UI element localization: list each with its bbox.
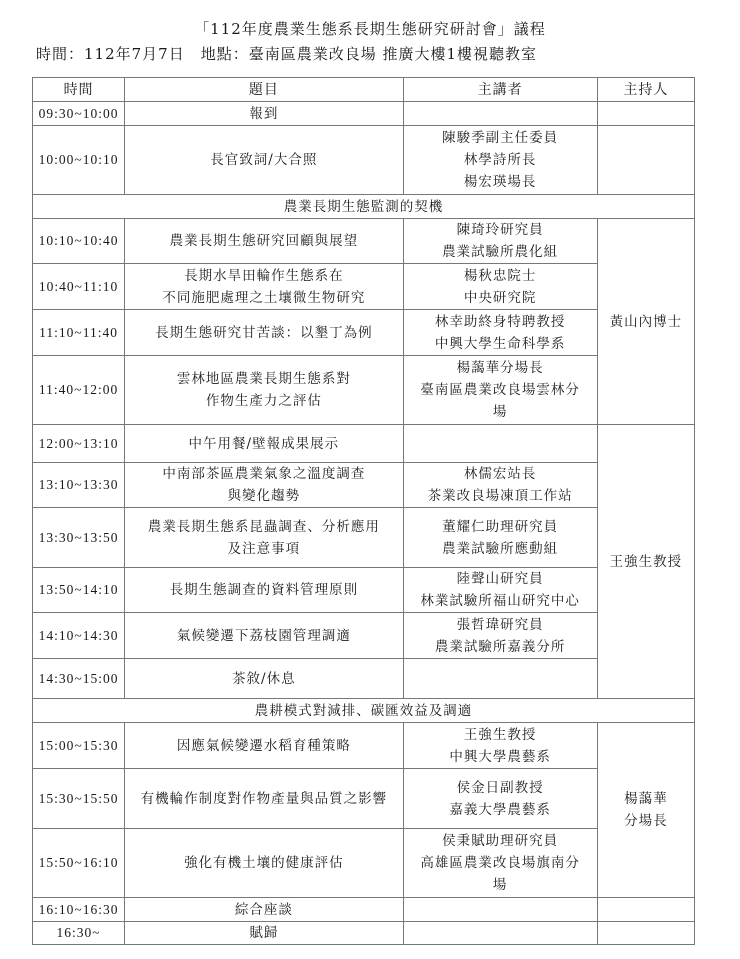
topic-cell: 雲林地區農業長期生態系對 作物生產力之評估 — [125, 356, 403, 425]
table-row — [33, 310, 695, 356]
topic-cell: 長期生態研究甘苦談：以墾丁為例 — [125, 310, 403, 356]
speaker-cell: 陳琦玲研究員 農業試驗所農化組 — [403, 219, 597, 264]
topic-cell: 農業長期生態研究回顧與展望 — [125, 219, 403, 264]
speaker-cell: 董耀仁助理研究員 農業試驗所應動組 — [403, 508, 597, 568]
speaker-cell: 楊藹華分場長 臺南區農業改良場雲林分 場 — [403, 356, 597, 425]
time-cell: 13:10~13:30 — [33, 463, 125, 508]
host-cell — [597, 102, 694, 126]
table-row — [33, 829, 695, 898]
header-speaker: 主講者 — [403, 78, 597, 102]
table-row — [33, 356, 695, 425]
speaker-cell — [403, 922, 597, 945]
table-row — [33, 769, 695, 829]
table-row — [33, 508, 695, 568]
speaker-cell: 張哲瑋研究員 農業試驗所嘉義分所 — [403, 613, 597, 659]
topic-cell: 中南部茶區農業氣象之溫度調查 與變化趨勢 — [125, 463, 403, 508]
section-row — [33, 699, 695, 723]
time-cell: 14:10~14:30 — [33, 613, 125, 659]
time-cell: 16:10~16:30 — [33, 898, 125, 922]
time-cell: 11:10~11:40 — [33, 310, 125, 356]
topic-cell: 長期生態調查的資料管理原則 — [125, 568, 403, 613]
speaker-cell: 林儒宏站長 茶業改良場凍頂工作站 — [403, 463, 597, 508]
table-row — [33, 219, 695, 264]
table-row — [33, 568, 695, 613]
time-cell: 11:40~12:00 — [33, 356, 125, 425]
host-cell — [597, 922, 694, 945]
host-cell — [597, 898, 694, 922]
speaker-cell — [403, 425, 597, 463]
document-subtitle: 時間：112年7月7日 地點：臺南區農業改良場 推廣大樓1樓視聽教室 — [36, 45, 538, 63]
header-time: 時間 — [33, 78, 125, 102]
speaker-cell: 陳駿季副主任委員 林學詩所長 楊宏瑛場長 — [403, 126, 597, 195]
topic-cell: 中午用餐/壁報成果展示 — [125, 425, 403, 463]
time-cell: 15:50~16:10 — [33, 829, 125, 898]
time-cell: 12:00~13:10 — [33, 425, 125, 463]
speaker-cell: 王強生教授 中興大學農藝系 — [403, 723, 597, 769]
topic-cell: 農業長期生態系昆蟲調查、分析應用 及注意事項 — [125, 508, 403, 568]
time-cell: 14:30~15:00 — [33, 659, 125, 699]
topic-cell: 報到 — [125, 102, 403, 126]
speaker-cell: 陸聲山研究員 林業試驗所福山研究中心 — [403, 568, 597, 613]
section-heading: 農業長期生態監測的契機 — [33, 195, 695, 219]
time-cell: 10:40~11:10 — [33, 264, 125, 310]
time-cell: 15:00~15:30 — [33, 723, 125, 769]
header-host: 主持人 — [597, 78, 694, 102]
agenda-table — [32, 77, 695, 945]
table-row — [33, 102, 695, 126]
table-row — [33, 898, 695, 922]
topic-cell: 強化有機土壤的健康評估 — [125, 829, 403, 898]
topic-cell: 氣候變遷下荔枝園管理調適 — [125, 613, 403, 659]
document-title: 「112年度農業生態系長期生態研究研討會」議程 — [194, 20, 546, 38]
table-row — [33, 425, 695, 463]
table-row — [33, 126, 695, 195]
host-cell: 黃山內博士 — [597, 219, 694, 425]
speaker-cell — [403, 102, 597, 126]
time-cell: 15:30~15:50 — [33, 769, 125, 829]
table-row — [33, 264, 695, 310]
topic-cell: 綜合座談 — [125, 898, 403, 922]
topic-cell: 長期水旱田輪作生態系在 不同施肥處理之土壤微生物研究 — [125, 264, 403, 310]
topic-cell: 因應氣候變遷水稻育種策略 — [125, 723, 403, 769]
host-cell: 楊藹華 分場長 — [597, 723, 694, 898]
time-cell: 10:10~10:40 — [33, 219, 125, 264]
time-cell: 13:50~14:10 — [33, 568, 125, 613]
table-row — [33, 922, 695, 945]
section-heading: 農耕模式對減排、碳匯效益及調適 — [33, 699, 695, 723]
time-cell: 13:30~13:50 — [33, 508, 125, 568]
time-cell: 10:00~10:10 — [33, 126, 125, 195]
table-row — [33, 613, 695, 659]
topic-cell: 長官致詞/大合照 — [125, 126, 403, 195]
table-header-row — [33, 78, 695, 102]
time-cell: 16:30~ — [33, 922, 125, 945]
table-row — [33, 723, 695, 769]
header-topic: 題目 — [125, 78, 403, 102]
speaker-cell — [403, 898, 597, 922]
topic-cell: 茶敘/休息 — [125, 659, 403, 699]
host-cell: 王強生教授 — [597, 425, 694, 699]
speaker-cell: 林幸助終身特聘教授 中興大學生命科學系 — [403, 310, 597, 356]
speaker-cell: 侯金日副教授 嘉義大學農藝系 — [403, 769, 597, 829]
speaker-cell: 侯秉賦助理研究員 高雄區農業改良場旗南分 場 — [403, 829, 597, 898]
topic-cell: 有機輪作制度對作物產量與品質之影響 — [125, 769, 403, 829]
table-row — [33, 463, 695, 508]
table-row — [33, 659, 695, 699]
speaker-cell: 楊秋忠院士 中央研究院 — [403, 264, 597, 310]
time-cell: 09:30~10:00 — [33, 102, 125, 126]
speaker-cell — [403, 659, 597, 699]
section-row — [33, 195, 695, 219]
topic-cell: 賦歸 — [125, 922, 403, 945]
host-cell — [597, 126, 694, 195]
